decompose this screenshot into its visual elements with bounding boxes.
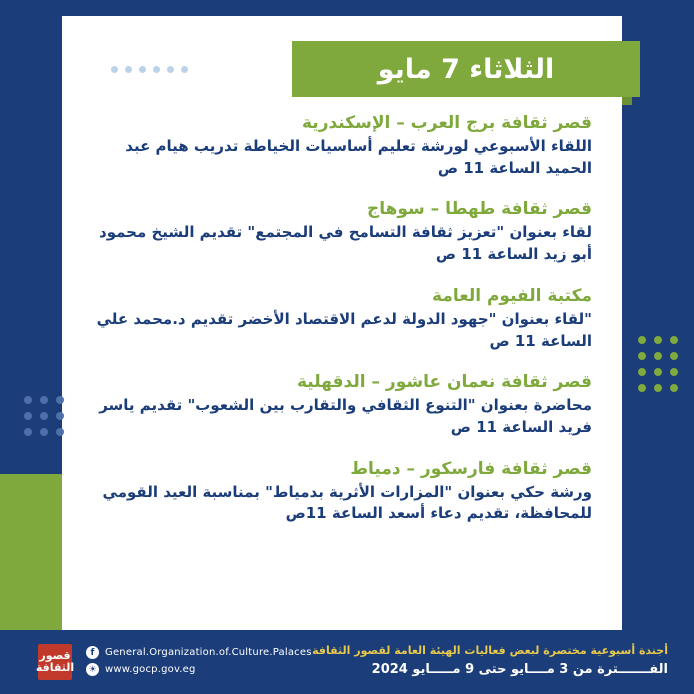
dot — [670, 384, 678, 392]
dot — [111, 66, 118, 73]
decorative-dots-header — [104, 66, 188, 80]
website-link[interactable] — [86, 663, 312, 676]
dot — [56, 428, 64, 436]
dot — [24, 412, 32, 420]
event-description: لقاء بعنوان "تعزيز ثقافة التسامح في المجتمع" تقديم الشيخ محمود أبو زيد الساعة 11 ص — [99, 223, 592, 264]
dot — [125, 66, 132, 73]
organization-logo — [35, 644, 75, 680]
dot — [56, 396, 64, 404]
dot — [654, 336, 662, 344]
event-description: "لقاء بعنوان "جهود الدولة لدعم الاقتصاد الأخضر تقديم د.محمد علي الساعة 11 ص — [96, 309, 592, 350]
website-url: www.gocp.gov.eg — [105, 664, 196, 675]
events-list — [92, 112, 592, 544]
social-links — [86, 646, 312, 680]
footer — [0, 630, 694, 694]
event-description: اللقاء الأسبوعي لورشة تعليم أساسيات الخياطة تدريب هيام عبد الحميد الساعة 11 ص — [125, 136, 592, 177]
dot — [654, 352, 662, 360]
dot — [670, 336, 678, 344]
dot — [638, 368, 646, 376]
date-header-banner — [292, 41, 640, 97]
event-description: ورشة حكي بعنوان "المزارات الأثرية بدمياط" بمناسبة العيد القومي للمحافظة، تقديم دعاء أسعد الساعة 11ص — [102, 482, 592, 523]
dot — [40, 396, 48, 404]
dot — [638, 384, 646, 392]
dot — [24, 428, 32, 436]
dot — [153, 66, 160, 73]
facebook-handle: General.Organization.of.Culture.Palaces — [105, 647, 312, 658]
dot — [139, 66, 146, 73]
globe-icon: ☀ — [86, 663, 99, 676]
event-venue: قصر ثقافة نعمان عاشور – الدقهلية — [297, 372, 592, 393]
logo-label: قصور الثقافة — [35, 649, 75, 674]
facebook-link[interactable] — [86, 646, 312, 659]
dot — [40, 428, 48, 436]
dot — [654, 368, 662, 376]
list-item — [92, 458, 592, 525]
footer-caption — [312, 644, 668, 677]
event-venue: قصر ثقافة فارسكور – دمياط — [350, 458, 592, 479]
decorative-dots-right — [630, 336, 678, 400]
page-title: الثلاثاء 7 مايو — [377, 53, 555, 85]
dot — [56, 412, 64, 420]
list-item — [92, 112, 592, 179]
dot — [654, 384, 662, 392]
dot — [24, 396, 32, 404]
footer-caption-line1: أجندة أسبوعية مختصرة لبعض فعاليات الهيئة العامة لقصور الثقافة — [312, 644, 668, 657]
facebook-icon: f — [86, 646, 99, 659]
list-item — [92, 198, 592, 265]
event-description: محاضرة بعنوان "التنوع الثقافي والتقارب بين الشعوب" تقديم ياسر فريد الساعة 11 ص — [99, 396, 592, 436]
event-venue: قصر ثقافة برج العرب – الإسكندرية — [302, 113, 592, 133]
dot — [40, 412, 48, 420]
list-item — [92, 285, 592, 352]
dot — [167, 66, 174, 73]
dot — [638, 352, 646, 360]
dot — [670, 368, 678, 376]
list-item — [92, 371, 592, 438]
dot — [181, 66, 188, 73]
event-venue: قصر ثقافة طهطا – سوهاج — [366, 199, 592, 220]
footer-caption-line2: الفـــــــترة من 3 مــــايو حتى 9 مـــــايو 2024 — [371, 662, 668, 677]
decorative-dots-left — [16, 396, 64, 444]
event-venue: مكتبة الفيوم العامة — [432, 285, 592, 306]
dot — [638, 336, 646, 344]
dot — [670, 352, 678, 360]
